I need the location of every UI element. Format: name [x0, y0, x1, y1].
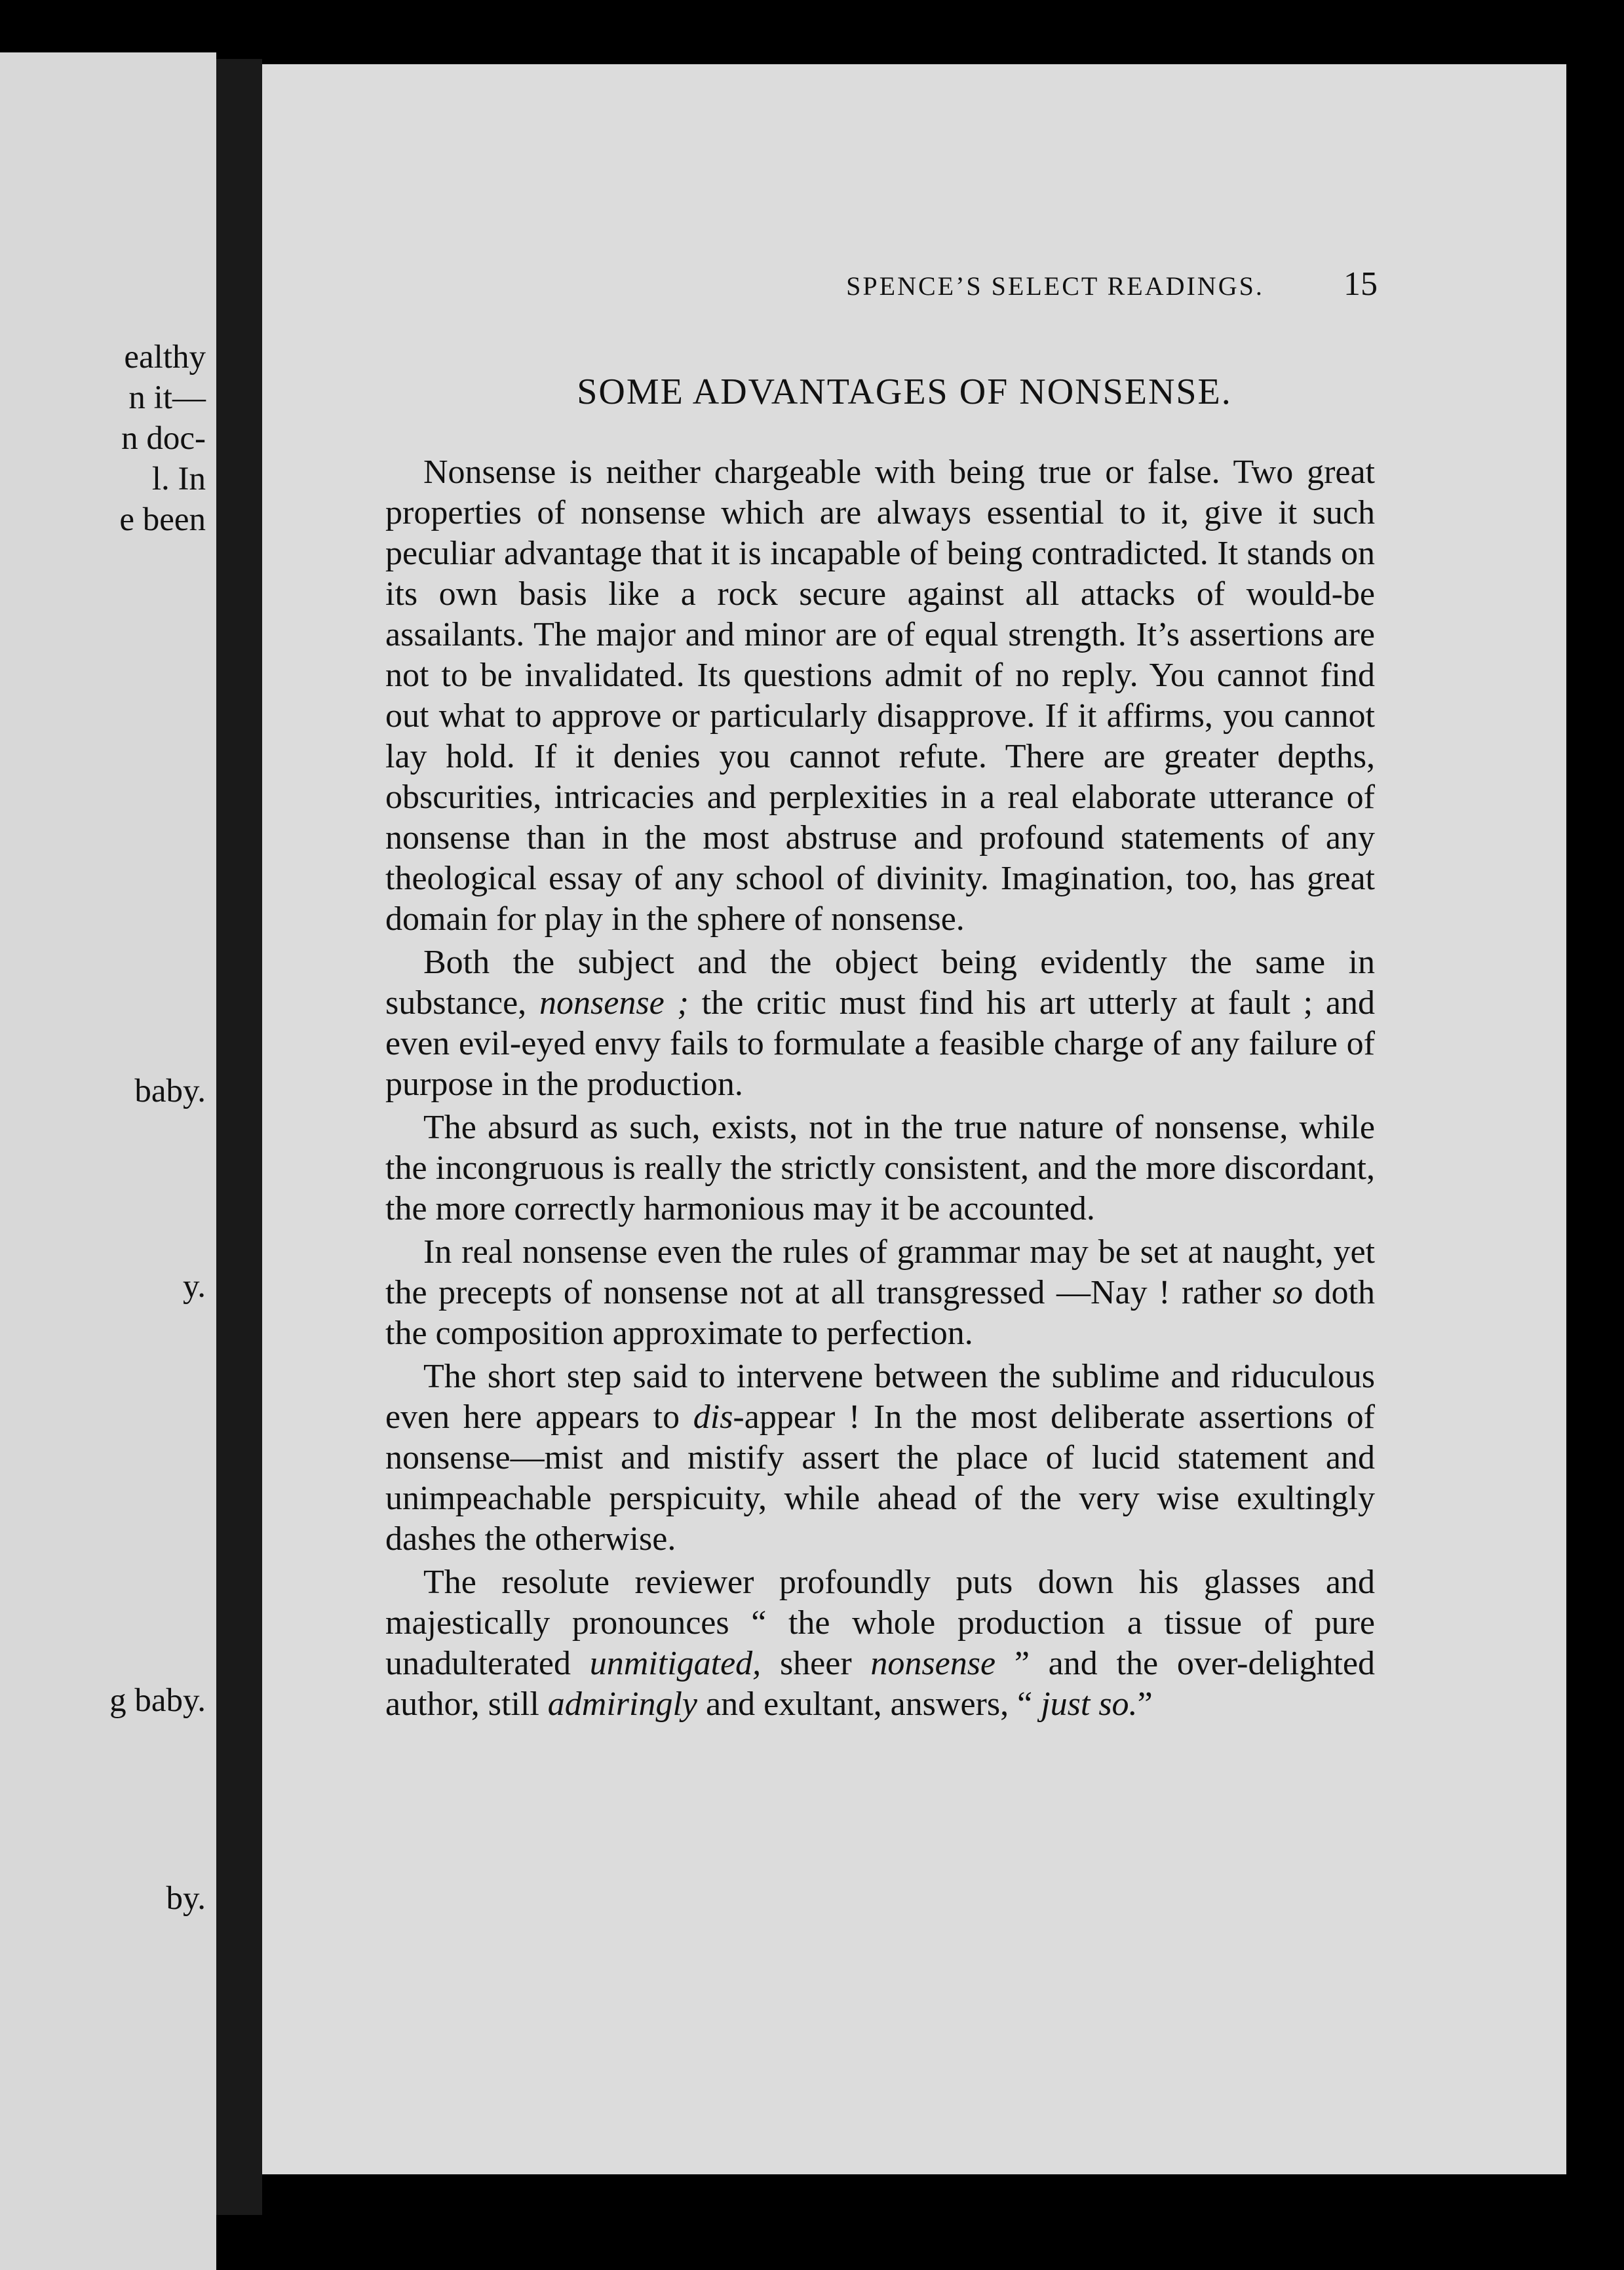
paragraph: The short step said to intervene between the sublime and riduculous even here appears to dis-appear ! In the most deliberate assertions of nonsense—mist and mistify assert the place of lucid statement and unimpeachable perspicuity, while ahead of the very wise exultingly dashes the otherwise. — [385, 1358, 1375, 1558]
paragraph: The resolute reviewer profoundly puts down his glasses and majestically pronounces “ the whole production a tissue of pure unadulterated unmitigated, sheer nonsense ” and the over-delighted author, still admiringly and exultant, answers, “ just so.” — [385, 1564, 1375, 1723]
book-page — [262, 64, 1566, 2174]
facing-page-fragment: y. — [183, 1268, 206, 1305]
book-spine-shadow — [216, 59, 262, 2215]
facing-page-fragment: g baby. — [109, 1682, 206, 1719]
facing-page-fragment: e been — [119, 501, 206, 538]
facing-page — [0, 52, 216, 2270]
paragraph: The absurd as such, exists, not in the true nature of nonsense, while the incongruous is really the strictly consistent, and the more discordant, the more correctly harmonious may it be accounted. — [385, 1109, 1375, 1227]
article-title: SOME ADVANTAGES OF NONSENSE. — [577, 372, 1232, 412]
facing-page-fragment: n doc- — [121, 420, 206, 457]
paragraph: Nonsense is neither chargeable with being true or false. Two great properties of nonsense which are always essential to it, give it such peculiar advantage that it is incapable of being contradicted. It stands on its own basis like a rock secure against all attacks of would-be assailants. The major and minor are of equal strength. It’s assertions are not to be invalidated. Its questions admit of no reply. You cannot find out what to approve or particularly disapprove. If it affirms, you cannot lay hold. If it denies you cannot refute. There are greater depths, obscurities, intricacies and perplexities in a real elaborate utterance of nonsense than in the most abstruse and profound statements of any theological essay of any school of divinity. Imagination, too, has great domain for play in the sphere of nonsense. — [385, 453, 1375, 938]
paragraph: Both the subject and the object being evidently the same in substance, nonsense ; the critic must find his art utterly at fault ; and even evil-eyed envy fails to formulate a feasible charge of any failure of purpose in the production. — [385, 944, 1375, 1103]
facing-page-fragment: baby. — [134, 1073, 206, 1109]
paragraph: In real nonsense even the rules of grammar may be set at naught, yet the precepts of nonsense not at all transgressed —Nay ! rather so doth the composition approximate to perfection. — [385, 1233, 1375, 1352]
facing-page-fragment: n it— — [128, 379, 206, 416]
facing-page-fragment: l. In — [151, 461, 206, 497]
facing-page-fragment: ealthy — [124, 339, 206, 375]
article-body — [385, 452, 1375, 1727]
running-head: SPENCE’S SELECT READINGS. — [846, 271, 1264, 301]
page-number: 15 — [1344, 265, 1378, 303]
facing-page-fragment: by. — [166, 1880, 206, 1917]
